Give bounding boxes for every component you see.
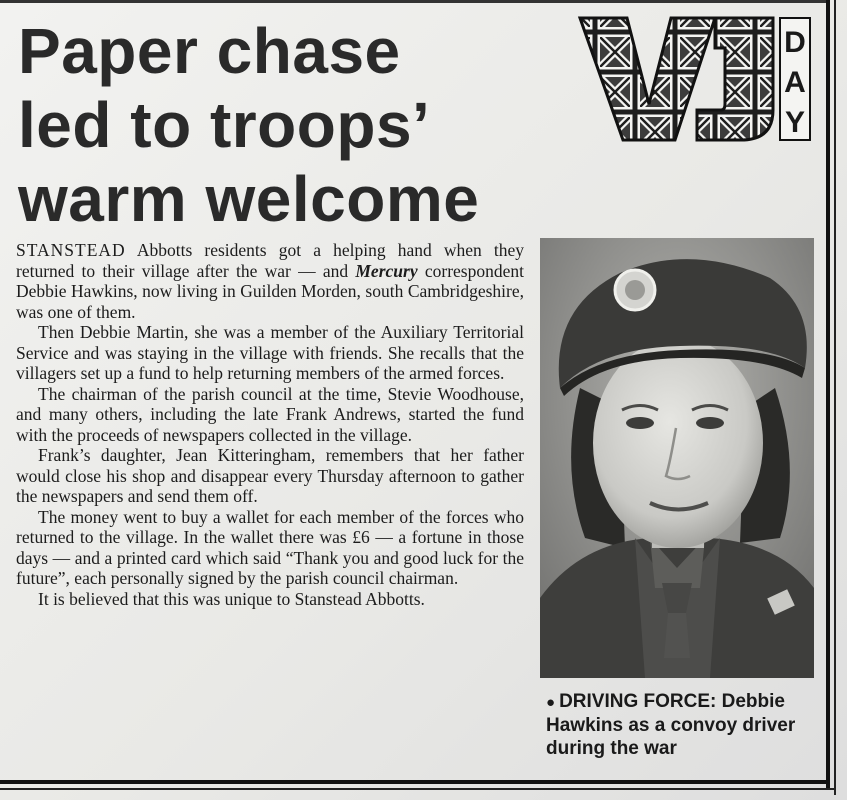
caption-bullet: ● [546,694,556,711]
paragraph-6: It is believed that this was unique to Stanstead Abbotts. [38,588,425,609]
frame-rule-right [826,0,830,790]
article-body [16,240,524,609]
paragraph-1-text-b: correspondent Debbie Hawkins, now living in Guilden Morden, south Cambridgeshire, was one of them. [16,260,524,322]
headline-line-2: led to troops’ [18,89,431,161]
logo-day-a: A [784,66,806,99]
vj-day-logo [575,12,815,147]
caption-text: Debbie Hawkins as a convoy driver during the war [546,691,796,759]
article-headline [18,14,578,236]
headline-line-3: warm welcome [18,163,480,235]
photo-caption [546,690,821,760]
frame-rule-bottom-outer [0,788,836,790]
frame-rule-bottom [0,780,830,784]
paragraph-1-text-a: Abbotts residents got a helping hand when they returned to their village after the war — and [16,240,524,281]
logo-day-d: D [784,26,806,59]
frame-rule-right-outer [834,0,836,795]
paragraph-5: The money went to buy a wallet for each member of the forces who returned to the village. In the wallet there was £6 — a fortune in those days — and a printed card which said “Thank you and good luck for the future”, each personally signed by the parish council chairman. [16,506,524,588]
logo-letter-v [580,18,715,140]
paragraph-1-lead: STANSTEAD [16,240,126,260]
caption-label: DRIVING FORCE: [559,691,717,712]
paragraph-4: Frank’s daughter, Jean Kitteringham, remembers that her father would close his shop and disappear every Thursday afternoon to gather the newspapers and send them off. [16,445,524,506]
logo-day-y: Y [784,106,806,139]
headline-line-1: Paper chase [18,15,401,87]
publication-name: Mercury [355,260,418,281]
paragraph-1 [16,240,524,322]
paragraph-3: The chairman of the parish council at the time, Stevie Woodhouse, and many others, including the late Frank Andrews, started the fund with the proceeds of newspapers collected in the village. [16,383,524,445]
portrait-photo [540,238,814,678]
paragraph-2: Then Debbie Martin, she was a member of the Auxiliary Territorial Service and was staying in the village with friends. She recalls that the villagers set up a fund to help returning members of the armed forces. [16,322,524,383]
frame-rule-top [0,0,830,3]
